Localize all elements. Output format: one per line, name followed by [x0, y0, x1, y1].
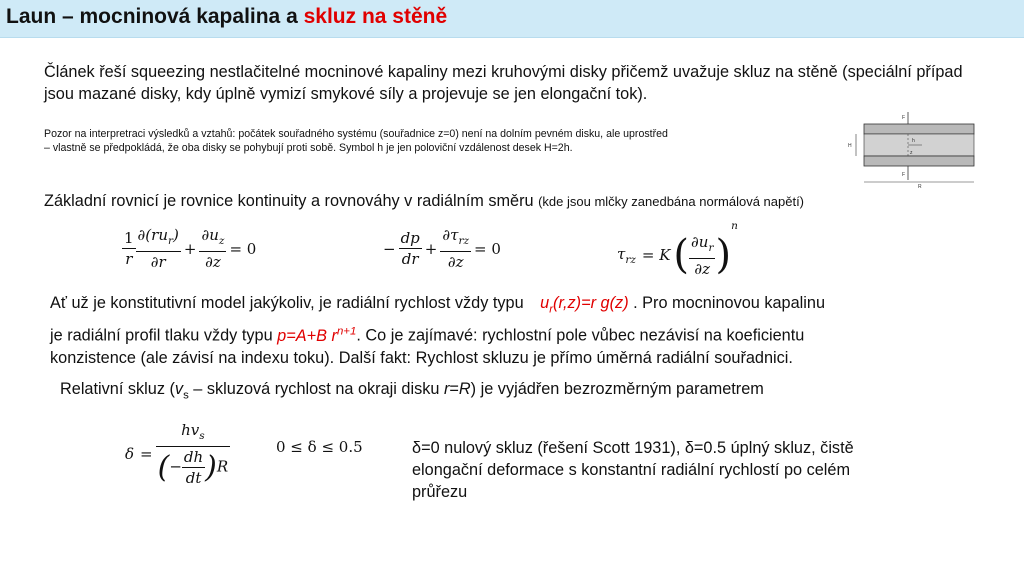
note-line-2: – vlastně se předpokládá, že oba disky se pohybují proti sobě. Symbol h je jen poloviční vzdálenost desek H=2h. — [44, 142, 573, 154]
label-f-top: F — [902, 115, 906, 121]
slip-parameter-equation: δ = $hv_s$ (− $\frac{dh}{dt}$ )R — [125, 421, 229, 487]
label-h-total: H — [848, 143, 852, 149]
eq1-frac-main: $\frac{\partial(ru_r)}{\partial r}$ — [137, 226, 179, 271]
delta-explanation: δ=0 nulový skluz (řešení Scott 1931), δ=0.5 úplný skluz, čistě elongační deformace s konstantní radiální rychlostí po celém průřezu — [412, 439, 854, 501]
intro-paragraph: Článek řeší squeezing nestlačitelné mocninové kapaliny mezi kruhovými disky přičemž uvažuje skluz na stěně (speciální případ jsou mazané disky, kdy úplně vymizí smykové síly a projevuje se jen elongační tok). — [44, 63, 963, 103]
label-f-bottom: F — [902, 172, 906, 178]
title-main: Laun – mocninová kapalina a — [6, 5, 304, 28]
title-bar — [0, 0, 1024, 38]
eq2-frac-dp: $\frac{dp}{dr}$ — [400, 229, 420, 268]
slide-title — [6, 5, 447, 29]
relative-slip-paragraph: Relativní skluz ($v_s$ – skluzová rychlost na okraji disku r=R) je vyjádřen bezrozměrným parametrem — [60, 380, 764, 402]
basic-small-text: (kde jsou mlčky zanedbána normálová napětí) — [538, 194, 805, 209]
continuity-equation: $\frac{1}{r}$ $\frac{\partial(ru_r)}{\partial r}$ + $\frac{\partial u_z}{\partial z}$ = 0 — [124, 226, 257, 271]
delta-range: 0 ≤ δ ≤ 0.5 — [276, 438, 363, 456]
eq1-frac-1r: $\frac{1}{r}$ — [124, 229, 134, 268]
eq1-frac-uz: $\frac{\partial u_z}{\partial z}$ — [201, 226, 225, 271]
eq2-frac-tau: $\frac{\partial\tau_{rz}}{\partial z}$ — [442, 226, 469, 271]
disk-squeeze-figure — [846, 110, 996, 190]
power-law-equation: $\tau_{rz} = K$( $\frac{\partial u_r}{\partial z}$ )$^n$ — [617, 220, 738, 278]
basic-main-text: Základní rovnicí je rovnice kontinuity a rovnováhy v radiálním směru — [44, 192, 539, 210]
label-h-half: h — [912, 138, 915, 144]
eq4-frac: $hv_s$ (− $\frac{dh}{dt}$ )R — [157, 421, 229, 487]
lower-disk — [864, 156, 974, 166]
velocity-paragraph: Ať už je konstitutivní model jakýkoliv, je radiální rychlost vždy typu $u_r(r,z)=r$ g(z) . Pro mocninovou kapalinu je radiální profil tlaku vždy typu p=A+B $r^{n+1}$. Co je zajímavé: rychlostní pole vůbec nezávisí na koeficientu konzistence (ale závisí na indexu toku). Další fakt: Rychlost skluzu je přímo úměrná radiální souřadnici. — [50, 294, 826, 367]
label-z: z — [910, 150, 913, 156]
title-highlight: skluz na stěně — [303, 5, 448, 28]
eq3-frac: $\frac{\partial u_r}{\partial z}$ — [691, 232, 714, 278]
equilibrium-equation: − $\frac{dp}{dr}$ + $\frac{\partial\tau_{rz}}{\partial z}$ = 0 — [383, 226, 501, 271]
note-paragraph — [44, 127, 834, 155]
basic-equations-intro — [44, 190, 804, 213]
label-r: R — [918, 184, 922, 190]
upper-disk — [864, 124, 974, 134]
note-line-1: Pozor na interpretraci výsledků a vztahů: počátek souřadného systému (souřadnice z=0) není na dolním pevném disku, ale uprostřed — [44, 128, 668, 140]
